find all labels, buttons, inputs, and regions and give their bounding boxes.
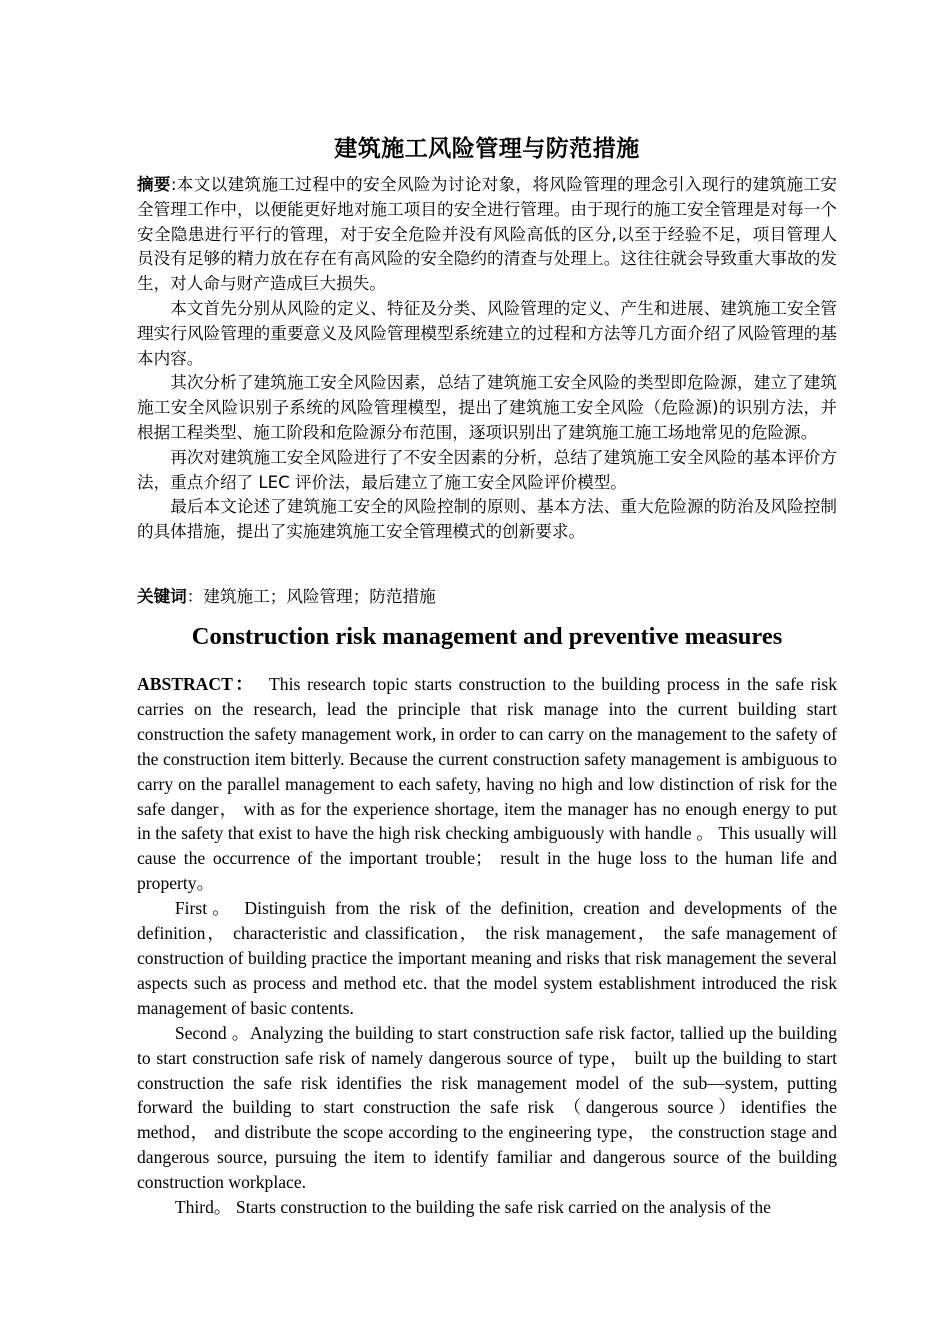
chinese-keywords [137,584,837,610]
english-abstract [137,672,837,1220]
keywords-label: 关键词 [137,587,187,606]
english-title: Construction risk management and preventive measures [191,623,783,650]
english-abstract-paragraph: First。 Distinguish from the risk of the definition, creation and developments of the definition， characteristic and classification， the risk management， the safe management of construction of building practice the important meaning and risks that risk management the several aspects such as process and method etc. that the model system establishment introduced the risk management of basic contents. [137,898,837,1018]
chinese-abstract [137,173,837,545]
chinese-abstract-paragraph: 其次分析了建筑施工安全风险因素，总结了建筑施工安全风险的类型即危险源，建立了建筑施工安全风险识别子系统的风险管理模型，提出了建筑施工安全风险（危险源)的识别方法，并根据工程类型、施工阶段和危险源分布范围，逐项识别出了建筑施工施工场地常见的危险源。 [137,373,837,442]
abstract-label: 摘要 [137,175,171,194]
keywords-separator: ： [186,587,204,606]
chinese-abstract-paragraph: 再次对建筑施工安全风险进行了不安全因素的分析，总结了建筑施工安全风险的基本评价方法，重点介绍了 LEC 评价法，最后建立了施工安全风险评价模型。 [137,447,837,492]
chinese-abstract-paragraph: 最后本文论述了建筑施工安全的风险控制的原则、基本方法、重大危险源的防治及风险控制的具体措施，提出了实施建筑施工安全管理模式的创新要求。 [137,497,837,542]
english-abstract-paragraph [137,672,837,896]
english-abstract-label: ABSTRACT： [137,674,256,694]
chinese-abstract-paragraph: 本文首先分别从风险的定义、特征及分类、风险管理的定义、产生和进展、建筑施工安全管理实行风险管理的重要意义及风险管理模型系统建立的过程和方法等几方面介绍了风险管理的基本内容。 [137,298,837,368]
chinese-title: 建筑施工风险管理与防范措施 [334,135,640,162]
paragraph-text: This research topic starts construction to the building process in the safe risk carries on the research, lead the principle that risk manage into the current building start construction the safety management work, in order to can carry on the management to the safety of the construction item bitterly. Because the current construction safety management is ambiguous to carry on the parallel management to each safety, having no high and low distinction of risk for the safe danger， with as for the experience shortage, item the manager has no enough energy to put in the safety that exist to have the high risk checking ambiguously with handle 。 This usually will cause the occurrence of the important trouble； result in the huge loss to the human life and property。 [137,674,837,894]
english-abstract-paragraph: Second 。Analyzing the building to start construction safe risk factor, tallied up the building to start construction safe risk of namely dangerous source of type， built up the building to start construction the safe risk identifies the risk management model of the sub—system, putting forward the building to start construction the safe risk （dangerous source）identifies the method， and distribute the scope according to the engineering type， the construction stage and dangerous source, pursuing the item to identify familiar and dangerous source of the building construction workplace. [137,1022,837,1193]
chinese-abstract-paragraph [137,173,837,297]
abstract-label-separator: : [170,175,177,194]
english-abstract-paragraph: Third。 Starts construction to the building the safe risk carried on the analysis of the [174,1197,771,1218]
keywords-value: 建筑施工；风险管理；防范措施 [203,587,436,606]
paragraph-text: 本文以建筑施工过程中的安全风险为讨论对象，将风险管理的理念引入现行的建筑施工安全管理工作中，以便能更好地对施工项目的安全进行管理。由于现行的施工安全管理是对每一个安全隐患进行平行的管理，对于安全危险并没有风险高低的区分,以至于经验不足，项目管理人员没有足够的精力放在存在有高风险的安全隐约的清查与处理上。这往往就会导致重大事故的发生，对人命与财产造成巨大损失。 [137,175,837,294]
